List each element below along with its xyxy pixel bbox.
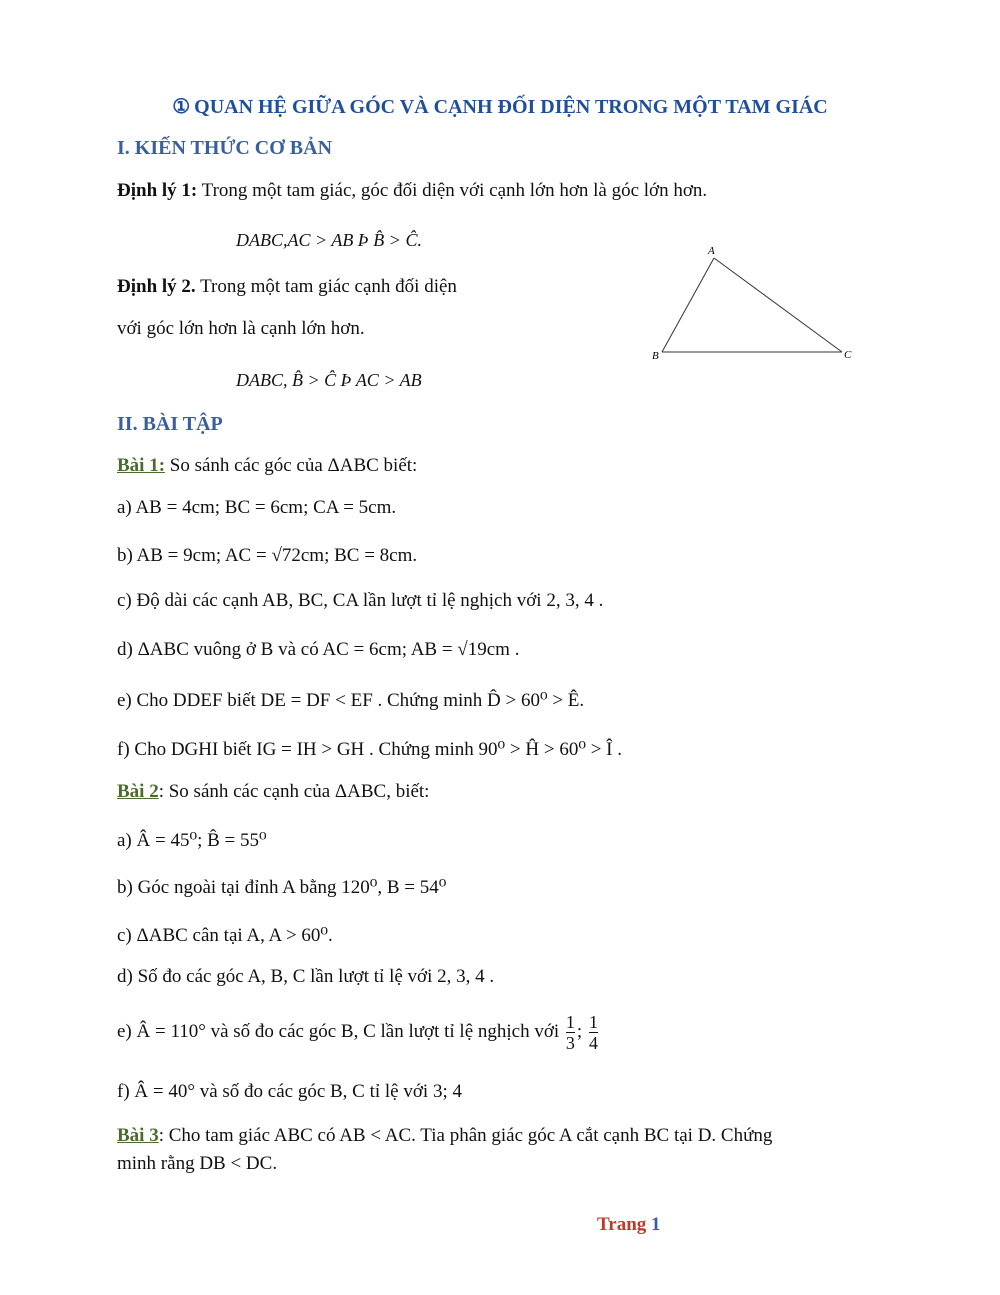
exercise-3-label: Bài 3	[117, 1125, 159, 1146]
exercise-2-d: d) Số đo các góc A, B, C lần lượt tỉ lệ với 2, 3, 4 .	[117, 966, 495, 987]
theorem-2-label: Định lý 2.	[117, 276, 196, 297]
fraction-2-denominator: 4	[588, 1033, 598, 1053]
fraction-1-denominator: 3	[565, 1033, 575, 1053]
exercise-2-c: c) ΔABC cân tại A, A > 60⁰.	[117, 925, 333, 946]
theorem-2-line1	[117, 276, 457, 298]
page-title	[0, 94, 1000, 119]
exercise-2-label: Bài 2	[117, 781, 159, 802]
exercise-1-a: a) AB = 4cm; BC = 6cm; CA = 5cm.	[117, 497, 397, 518]
exercise-2-b: b) Góc ngoài tại đỉnh A bằng 120⁰, B = 54⁰	[117, 877, 447, 898]
fraction-2-numerator: 1	[588, 1012, 598, 1032]
fraction-1-numerator: 1	[565, 1012, 575, 1032]
exercise-2-a: a) Â = 45⁰; B̂ = 55⁰	[117, 830, 267, 851]
exercise-2-intro: : So sánh các cạnh của ΔABC, biết:	[158, 781, 430, 802]
footer-page-number: 1	[651, 1214, 661, 1235]
exercise-1-heading	[117, 455, 417, 477]
title-number: ①	[172, 96, 191, 118]
theorem-1	[117, 180, 707, 202]
exercise-2-heading	[117, 781, 429, 803]
title-text: QUAN HỆ GIỮA GÓC VÀ CẠNH ĐỐI DIỆN TRONG MỘT TAM GIÁC	[194, 96, 828, 118]
theorem-2-text1: Trong một tam giác cạnh đối diện	[200, 276, 457, 297]
exercise-1-b: b) AB = 9cm; AC = √72cm; BC = 8cm.	[117, 545, 418, 566]
exercise-3-line2: minh rằng DB < DC.	[117, 1153, 278, 1174]
exercise-2-e-text: e) Â = 110° và số đo các góc B, C lần lượt tỉ lệ nghịch với	[117, 1020, 560, 1042]
triangle-figure	[650, 242, 870, 372]
footer-page-word: Trang	[597, 1214, 647, 1235]
exercise-2-f: f) Â = 40° và số đo các góc B, C tỉ lệ với 3; 4	[117, 1081, 462, 1102]
fraction-one-third	[566, 1012, 575, 1053]
vertex-label-b: B	[652, 350, 659, 362]
exercise-1-e: e) Cho DDEF biết DE = DF < EF . Chứng minh D̂ > 60⁰ > Ê.	[117, 690, 585, 711]
triangle-side-ac	[714, 258, 842, 352]
formula-theorem-1: DABC,AC > AB Þ B̂ > Ĉ.	[236, 230, 422, 250]
vertex-label-a: A	[708, 245, 715, 257]
exercise-1-c: c) Độ dài các cạnh AB, BC, CA lần lượt tỉ lệ nghịch với 2, 3, 4 .	[117, 590, 604, 611]
triangle-side-ab	[662, 258, 714, 352]
exercise-1-f: f) Cho DGHI biết IG = IH > GH . Chứng minh 90⁰ > Ĥ > 60⁰ > Î .	[117, 739, 622, 760]
exercise-1-d: d) ΔABC vuông ở B và có AC = 6cm; AB = √19cm .	[117, 639, 520, 660]
theorem-1-text: Trong một tam giác, góc đối diện với cạnh lớn hơn là góc lớn hơn.	[201, 180, 708, 201]
section-heading-basic-knowledge: I. KIẾN THỨC CƠ BẢN	[117, 137, 333, 159]
fraction-one-fourth	[589, 1012, 598, 1053]
exercise-2-e	[117, 1012, 600, 1053]
fraction-separator: ;	[576, 1020, 583, 1042]
exercise-1-label: Bài 1:	[117, 455, 166, 476]
page-footer	[597, 1214, 661, 1236]
theorem-1-label: Định lý 1:	[117, 180, 198, 201]
formula-theorem-2: DABC, B̂ > Ĉ Þ AC > AB	[236, 370, 422, 390]
exercise-3-text1: : Cho tam giác ABC có AB < AC. Tia phân giác góc A cắt cạnh BC tại D. Chứng	[158, 1125, 773, 1146]
section-heading-exercises: II. BÀI TẬP	[117, 413, 223, 435]
exercise-3-line1	[117, 1125, 772, 1147]
theorem-2-line2: với góc lớn hơn là cạnh lớn hơn.	[117, 318, 365, 339]
exercise-1-intro: So sánh các góc của ΔABC biết:	[169, 455, 418, 476]
vertex-label-c: C	[844, 349, 852, 361]
